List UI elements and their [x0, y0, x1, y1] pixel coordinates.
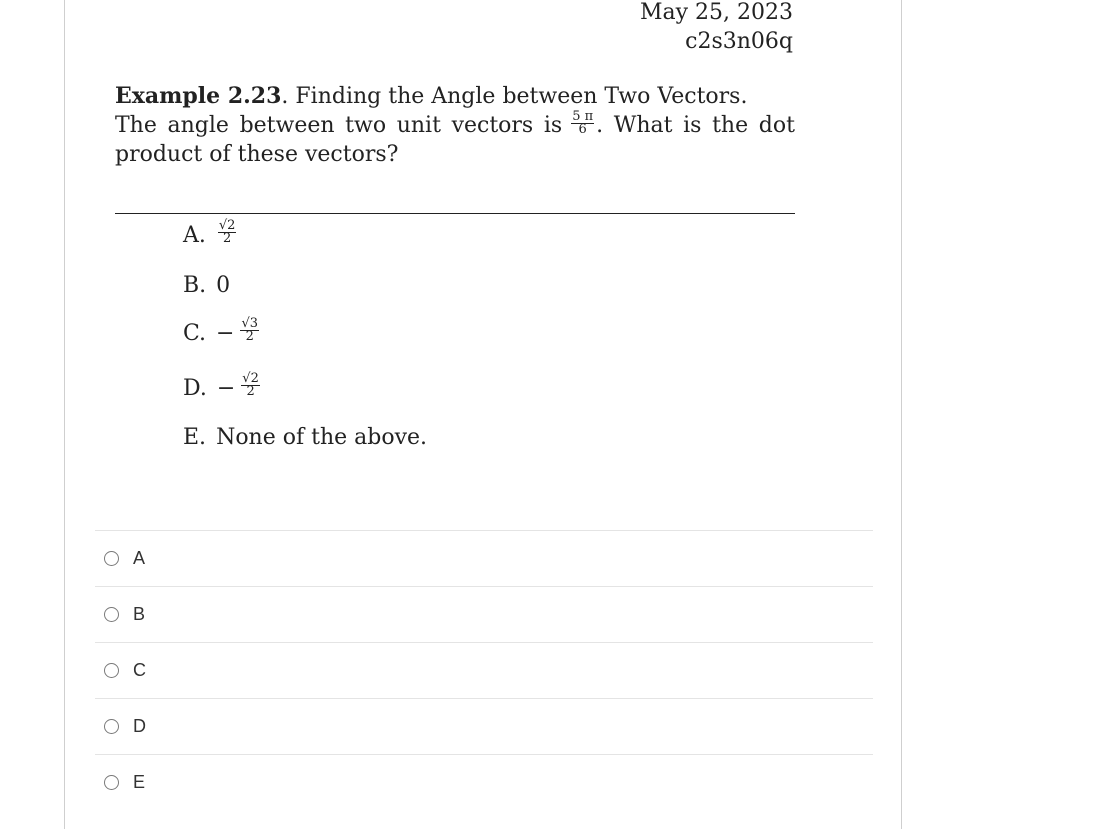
problem-word: dot [758, 113, 795, 138]
fraction-denominator: 2 [246, 383, 255, 399]
minus-sign: − [216, 375, 236, 401]
problem-text [115, 82, 795, 169]
choice-letter: D. [183, 375, 207, 401]
choice-c [183, 313, 261, 353]
choice-d [183, 368, 262, 408]
fraction-denominator: 2 [245, 328, 254, 344]
fraction-numerator: √3 [241, 315, 259, 331]
answer-label: C [133, 660, 146, 680]
answer-options [95, 530, 873, 810]
angle-numerator: 5 π [572, 108, 594, 124]
problem-word [543, 108, 604, 140]
choice-a [183, 215, 238, 255]
problem-word: two [345, 113, 387, 138]
choice-b [183, 265, 230, 305]
choice-d-fraction [241, 370, 260, 399]
radio-button[interactable] [104, 663, 119, 678]
problem-line-3: product of these vectors? [115, 142, 399, 167]
problem-word: is [683, 113, 702, 138]
problem-word: angle [167, 113, 229, 138]
problem-word: vectors [451, 113, 534, 138]
fraction-numerator: √2 [218, 217, 236, 233]
fraction-denominator: 2 [223, 230, 232, 246]
choice-letter: E. [183, 424, 207, 450]
question-image [65, 0, 901, 470]
choice-c-fraction [240, 315, 259, 344]
choice-e [183, 417, 427, 457]
answer-label: D [133, 716, 146, 736]
angle-fraction [571, 108, 594, 137]
header-code: c2s3n06q [685, 29, 793, 54]
answer-option-c[interactable] [95, 642, 873, 698]
example-title: Example 2.23 [115, 83, 282, 109]
answer-label: A [133, 548, 146, 568]
angle-denominator: 6 [578, 121, 587, 137]
problem-period: . [596, 113, 604, 138]
question-card [64, 0, 902, 829]
problem-line-2 [115, 108, 795, 140]
answer-option-b[interactable] [95, 586, 873, 642]
example-title-rest: . Finding the Angle between Two Vectors. [281, 84, 748, 109]
choice-letter: C. [183, 320, 207, 346]
radio-button[interactable] [104, 775, 119, 790]
problem-word: the [712, 113, 749, 138]
problem-word: unit [396, 113, 441, 138]
choice-letter: B. [183, 272, 207, 298]
choice-letter: A. [183, 222, 206, 248]
problem-word: between [239, 113, 335, 138]
answer-option-e[interactable] [95, 754, 873, 810]
answer-label: E [133, 772, 146, 792]
answer-option-a[interactable] [95, 530, 873, 586]
answer-option-d[interactable] [95, 698, 873, 754]
radio-button[interactable] [104, 551, 119, 566]
header-date: May 25, 2023 [639, 0, 793, 25]
divider-rule [115, 213, 795, 214]
choice-e-text: None of the above. [216, 424, 428, 450]
problem-word: What [613, 113, 673, 138]
radio-button[interactable] [104, 719, 119, 734]
minus-sign: − [216, 320, 235, 346]
radio-button[interactable] [104, 607, 119, 622]
fraction-numerator: √2 [242, 370, 259, 386]
choice-b-value: 0 [216, 272, 231, 298]
choice-a-fraction [218, 217, 237, 246]
problem-word-is: is [543, 113, 563, 138]
answer-label: B [133, 604, 146, 624]
problem-title-line [115, 82, 795, 111]
problem-word: The [115, 113, 157, 138]
